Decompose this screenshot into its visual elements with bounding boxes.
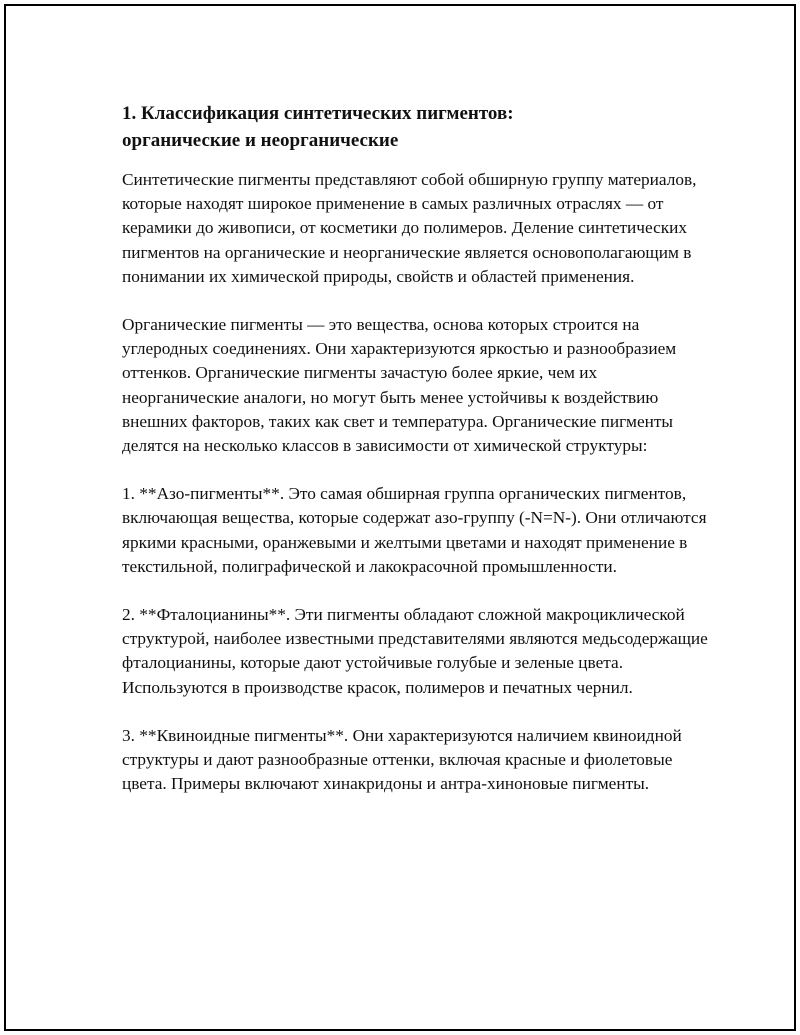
page-frame <box>4 4 796 1031</box>
paragraph-intro: Синтетические пигменты представляют собой обширную группу материалов, которые находят широкое применение в самых различных отраслях — от керамики до живописи, от косметики до полимеров. Деление синтетических пигментов на органические и неорганические является основополагающим в понимании их химической природы, свойств и областей применения. <box>122 170 697 286</box>
paragraph-azo-pigments: 1. **Азо-пигменты**. Это самая обширная группа органических пигментов, включающая вещества, которые содержат азо-группу (-N=N-). Они отличаются яркими красными, оранжевыми и желтыми цветами и находят применение в текстильной, полиграфической и лакокрасочной промышленности. <box>122 484 707 576</box>
document-content <box>122 100 712 820</box>
paragraph-organic-pigments: Органические пигменты — это вещества, основа которых строится на углеродных соединениях. Они характеризуются яркостью и разнообразием оттенков. Органические пигменты зачастую более яркие, чем их неорганические аналоги, но могут быть менее устойчивы к воздействию внешних факторов, таких как свет и температура. Органические пигменты делятся на несколько классов в зависимости от химической структуры: <box>122 315 677 456</box>
section-heading-line-2: органические и неорганические <box>122 130 399 151</box>
paragraph-phthalocyanines: 2. **Фталоцианины**. Эти пигменты обладают сложной макроциклической структурой, наиболее известными представителями являются медьсодержащие фталоцианины, которые дают устойчивые голубые и зеленые цвета. Используются в производстве красок, полимеров и печатных чернил. <box>122 605 708 697</box>
section-heading <box>122 100 712 154</box>
paragraph-quinoid-pigments: 3. **Квиноидные пигменты**. Они характеризуются наличием квиноидной структуры и дают разнообразные оттенки, включая красные и фиолетовые цвета. Примеры включают хинакридоны и антра-хиноновые пигменты. <box>122 725 682 794</box>
section-heading-line-1: 1. Классификация синтетических пигментов: <box>122 103 514 124</box>
